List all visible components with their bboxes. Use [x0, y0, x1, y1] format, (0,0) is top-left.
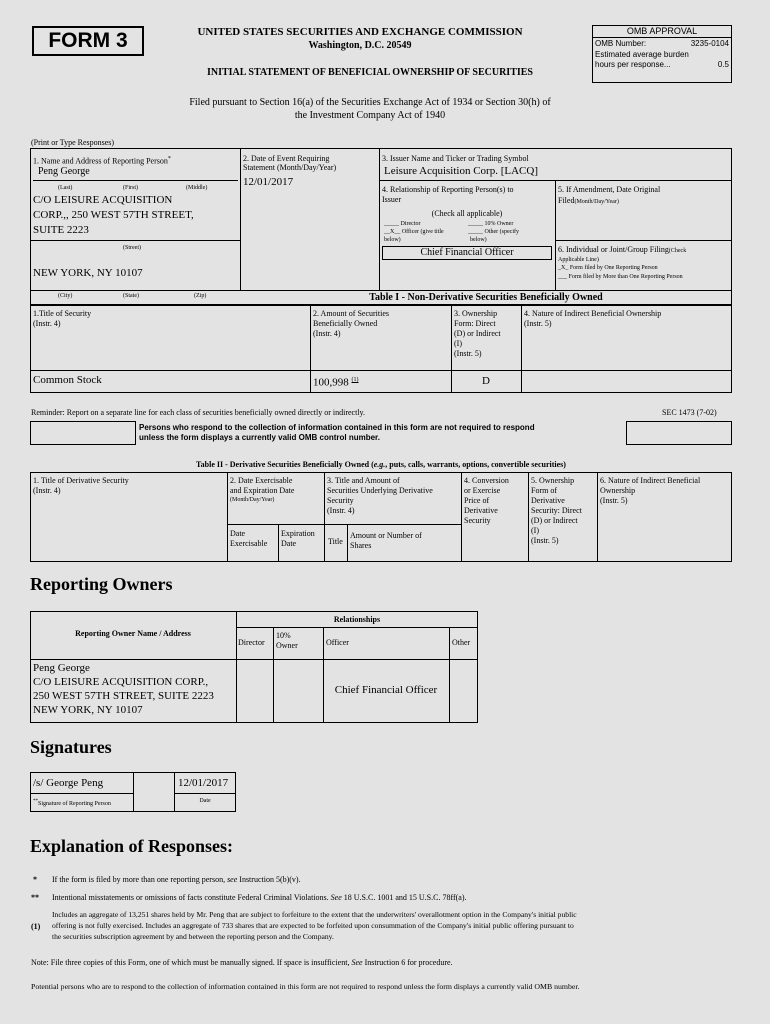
fn1-text: Includes an aggregate of 13,251 shares held by Mr. Peng that are subject to forfeiture to the extent that the underwriters' overallotment option in the Company's initial public offering is not fully exercised. Includes an aggregate of 733 shares that are expected to be forfeited upon consummation of the Company's initial public offering pursuant to the securities subscription agreement by and between the reporting person and the Company. — [52, 910, 577, 941]
reminder-box-right — [626, 421, 732, 445]
note-text: Note: File three copies of this Form, one of which must be manually signed. If space is insufficient, See Instruction 6 for procedure. — [31, 958, 453, 967]
omb-approval-box — [592, 25, 732, 83]
box3-label: 3. Issuer Name and Ticker or Trading Symbol — [382, 154, 529, 163]
ro-officer-value: Chief Financial Officer — [334, 684, 438, 696]
t2-sub-expiration: Expiration Date — [281, 529, 315, 548]
t2-sub-date-exercisable: Date Exercisable — [230, 529, 268, 548]
address-line2: CORP.,, 250 WEST 57TH STREET, — [33, 209, 194, 221]
table1-title: Table I - Non-Derivative Securities Beneficially Owned — [369, 292, 603, 303]
reporting-owners-heading: Reporting Owners — [30, 574, 173, 594]
ro-relationships: Relationships — [333, 615, 381, 624]
box6-label: 6. Individual or Joint/Group Filing(Check — [558, 245, 687, 254]
t1-col4-header: 4. Nature of Indirect Beneficial Ownership (Instr. 5) — [524, 309, 662, 328]
ro-col-director: Director — [238, 638, 265, 647]
address-line3: SUITE 2223 — [33, 224, 89, 236]
box6-label2: Applicable Line) — [558, 257, 599, 263]
other-option[interactable]: _____ Other (specify — [468, 229, 519, 235]
t2-col4-header: 4. Conversion or Exercise Price of Derivative Security — [464, 476, 509, 525]
col-zip: (Zip) — [194, 293, 207, 299]
form-title: FORM 3 — [48, 29, 128, 52]
omb-number-value: 3235-0104 — [690, 39, 729, 48]
reminder-box-left — [30, 421, 136, 445]
agency-name: UNITED STATES SECURITIES AND EXCHANGE COMMISSION — [197, 26, 523, 38]
filing-option-more[interactable]: ___ Form filed by More than One Reporting Person — [558, 274, 683, 280]
t2-col2-header: 2. Date Exercisable and Expiration Date (Month/Day/Year) — [230, 476, 295, 503]
box5-label2: Filed(Month/Day/Year) — [558, 196, 619, 205]
box4-label1: 4. Relationship of Reporting Person(s) to — [382, 185, 514, 194]
box1-label: 1. Name and Address of Reporting Person* — [33, 156, 171, 166]
t2-col1-header: 1. Title of Derivative Security (Instr. 4) — [33, 476, 129, 495]
t2-col6-header: 6. Nature of Indirect Beneficial Ownership (Instr. 5) — [600, 476, 701, 505]
star1-text: If the form is filed by more than one reporting person, see Instruction 5(b)(v). — [52, 875, 301, 884]
t1-amount: 100,998 $^{(1)}$ — [313, 376, 359, 389]
agency-location: Washington, D.C. 20549 — [308, 40, 412, 51]
box2-label1: 2. Date of Event Requiring — [243, 154, 330, 163]
col-middle: (Middle) — [186, 185, 208, 191]
col-city: (City) — [58, 293, 73, 299]
check-all-applicable: (Check all applicable) — [431, 209, 503, 218]
ro-col-other: Other — [452, 638, 471, 647]
t1-col1-header: 1.Title of Security (Instr. 4) — [33, 309, 92, 328]
event-date: 12/01/2017 — [243, 176, 294, 188]
street-label: (Street) — [123, 245, 141, 251]
filed-pursuant-line2: the Investment Company Act of 1940 — [294, 110, 446, 121]
omb-title: OMB APPROVAL — [593, 26, 731, 38]
t1-security: Common Stock — [33, 374, 102, 386]
t2-col3-header: 3. Title and Amount of Securities Underlying Derivative Security (Instr. 4) — [327, 476, 433, 515]
ro-col-name: Reporting Owner Name / Address — [75, 629, 191, 638]
print-note: (Print or Type Responses) — [31, 138, 115, 147]
officer-title-field: Chief Financial Officer — [382, 246, 552, 260]
table2-title: Table II - Derivative Securities Beneficially Owned (e.g., puts, calls, warrants, options, convertible securities) — [196, 460, 566, 469]
t1-col3-header: 3. Ownership Form: Direct (D) or Indirect (I) (Instr. 5) — [454, 309, 501, 358]
sec-number: SEC 1473 (7-02) — [662, 408, 717, 417]
star2-text: Intentional misstatements or omissions of facts constitute Federal Criminal Violations. See 18 U.S.C. 1001 and 15 U.S.C. 78ff(a). — [52, 893, 467, 902]
omb-number-label: OMB Number: — [595, 39, 647, 48]
box4-label2: Issuer — [382, 195, 402, 204]
box2-label2: Statement (Month/Day/Year) — [243, 163, 337, 172]
statement-title: INITIAL STATEMENT OF BENEFICIAL OWNERSHIP OF SECURITIES — [206, 67, 533, 78]
explanation-heading: Explanation of Responses: — [30, 836, 234, 856]
city-line: NEW YORK, NY 10107 — [33, 267, 143, 279]
col-last: (Last) — [58, 185, 73, 191]
officer-option[interactable]: __X__ Officer (give title — [384, 229, 444, 235]
star1-mark: * — [33, 875, 37, 884]
t1-col2-header: 2. Amount of Securities Beneficially Owned (Instr. 4) — [313, 309, 389, 338]
date-label: Date — [199, 798, 211, 804]
omb-burden-line2: hours per response... — [595, 60, 671, 69]
form-title-box — [32, 26, 144, 56]
t2-sub-title: Title — [328, 537, 343, 546]
t2-col5-header: 5. Ownership Form of Derivative Security: Direct (D) or Indirect (I) (Instr. 5) — [531, 476, 582, 545]
t2-sub-amount: Amount or Number of Shares — [350, 531, 422, 550]
reminder-text: Reminder: Report on a separate line for each class of securities beneficially owned directly or indirectly. — [31, 408, 366, 417]
signatures-heading: Signatures — [30, 737, 112, 757]
potential-persons-text: Potential persons who are to respond to the collection of information contained in this form are not required to respond unless the form displays a currently valid OMB number. — [31, 982, 580, 991]
box5-label1: 5. If Amendment, Date Original — [558, 185, 661, 194]
persons-notice: Persons who respond to the collection of information contained in this form are not required to respond unless the form displays a currently valid OMB control number. — [139, 423, 535, 442]
col-first: (First) — [123, 185, 138, 191]
fn1-mark: (1) — [31, 922, 41, 931]
t1-ownership-form: D — [482, 375, 490, 387]
ro-col-ten: 10% Owner — [276, 631, 298, 650]
star2-mark: ** — [31, 893, 39, 902]
ten-owner-option[interactable]: _____ 10% Owner — [468, 221, 514, 227]
issuer-name: Leisure Acquisition Corp. [LACQ] — [384, 165, 538, 177]
other-below: below) — [470, 237, 487, 243]
ro-owner-address: Peng George C/O LEISURE ACQUISITION CORP., 250 WEST 57TH STREET, SUITE 2223 NEW YORK, NY 10107 — [33, 662, 214, 716]
top-grid — [30, 148, 732, 305]
omb-burden-line1: Estimated average burden — [595, 50, 689, 59]
ro-col-officer: Officer — [326, 638, 349, 647]
officer-below: below) — [384, 237, 401, 243]
omb-burden-value: 0.5 — [717, 60, 729, 69]
t1-footnote-ref[interactable]: (1) — [351, 377, 359, 383]
filed-pursuant-line1: Filed pursuant to Section 16(a) of the Securities Exchange Act of 1934 or Section 30(h) of — [189, 97, 551, 108]
signature-value: /s/ George Peng — [33, 777, 104, 789]
filing-option-one[interactable]: _X_ Form filed by One Reporting Person — [558, 265, 658, 271]
director-option[interactable]: _____ Director — [384, 221, 421, 227]
signature-date: 12/01/2017 — [178, 777, 229, 789]
signature-label: **Signature of Reporting Person — [33, 799, 111, 807]
address-line1: C/O LEISURE ACQUISITION — [33, 194, 173, 206]
col-state: (State) — [123, 293, 139, 299]
reporting-person-name: Peng George — [38, 166, 90, 177]
